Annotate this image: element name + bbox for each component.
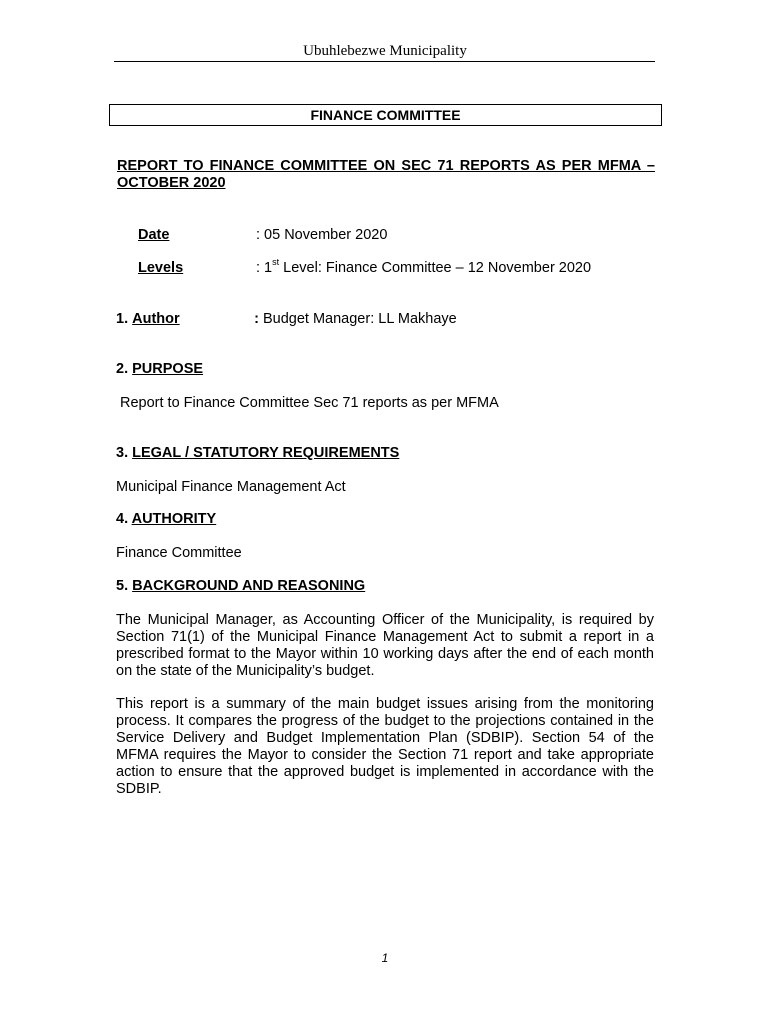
authority-body: Finance Committee: [116, 545, 242, 561]
levels-rest: Level: Finance Committee – 12 November 2020: [279, 260, 592, 276]
section-number: 3.: [116, 445, 133, 461]
header-divider: [114, 61, 655, 62]
levels-superscript: st: [272, 257, 280, 267]
levels-label: Levels: [138, 260, 184, 276]
author-value: Budget Manager: LL Makhaye: [262, 311, 457, 327]
section-title: BACKGROUND AND REASONING: [132, 578, 366, 594]
background-paragraph-2: This report is a summary of the main budget issues arising from the monitoring process. It compares the progress of the budget to the projections contained in the Service Delivery and Budget Implementation Plan (SDBIP). Section 54 of the MFMA requires the Mayor to consider the Section 71 report and take appropriate action to ensure that the approved budget is implemented in accordance with the SDBIP.: [116, 696, 654, 797]
background-paragraph-1: The Municipal Manager, as Accounting Officer of the Municipality, is required by Section 71(1) of the Municipal Finance Management Act to submit a report in a prescribed format to the Mayor within 10 working days after the end of each month on the state of the Municipality’s budget.: [116, 612, 654, 679]
levels-prefix: : 1: [256, 260, 273, 276]
section-number: 5.: [116, 578, 133, 594]
legal-body: Municipal Finance Management Act: [116, 479, 346, 495]
levels-value: [256, 257, 592, 276]
section-number: 4.: [116, 511, 132, 527]
section-number: 2.: [116, 361, 133, 377]
author-number: 1.: [116, 311, 133, 327]
section-title: PURPOSE: [132, 361, 204, 377]
section-heading-background: [116, 578, 365, 594]
levels-row: [138, 257, 592, 276]
purpose-body: Report to Finance Committee Sec 71 reports as per MFMA: [120, 395, 499, 411]
date-label: Date: [138, 227, 170, 243]
date-row: [138, 227, 387, 243]
page-number: 1: [381, 951, 389, 965]
committee-box: FINANCE COMMITTEE: [109, 104, 662, 126]
section-title: LEGAL / STATUTORY REQUIREMENTS: [132, 445, 400, 461]
author-colon: :: [254, 311, 263, 327]
date-value: : 05 November 2020: [256, 227, 388, 243]
section-heading-authority: [116, 511, 216, 527]
author-label: Author: [132, 311, 180, 327]
page-header-title: Ubuhlebezwe Municipality: [303, 43, 467, 59]
section-heading-legal: [116, 445, 399, 461]
report-title: REPORT TO FINANCE COMMITTEE ON SEC 71 REPORTS AS PER MFMA – OCTOBER 2020: [117, 158, 655, 191]
author-row: [116, 311, 457, 327]
section-title: AUTHORITY: [131, 511, 217, 527]
section-heading-purpose: [116, 361, 203, 377]
